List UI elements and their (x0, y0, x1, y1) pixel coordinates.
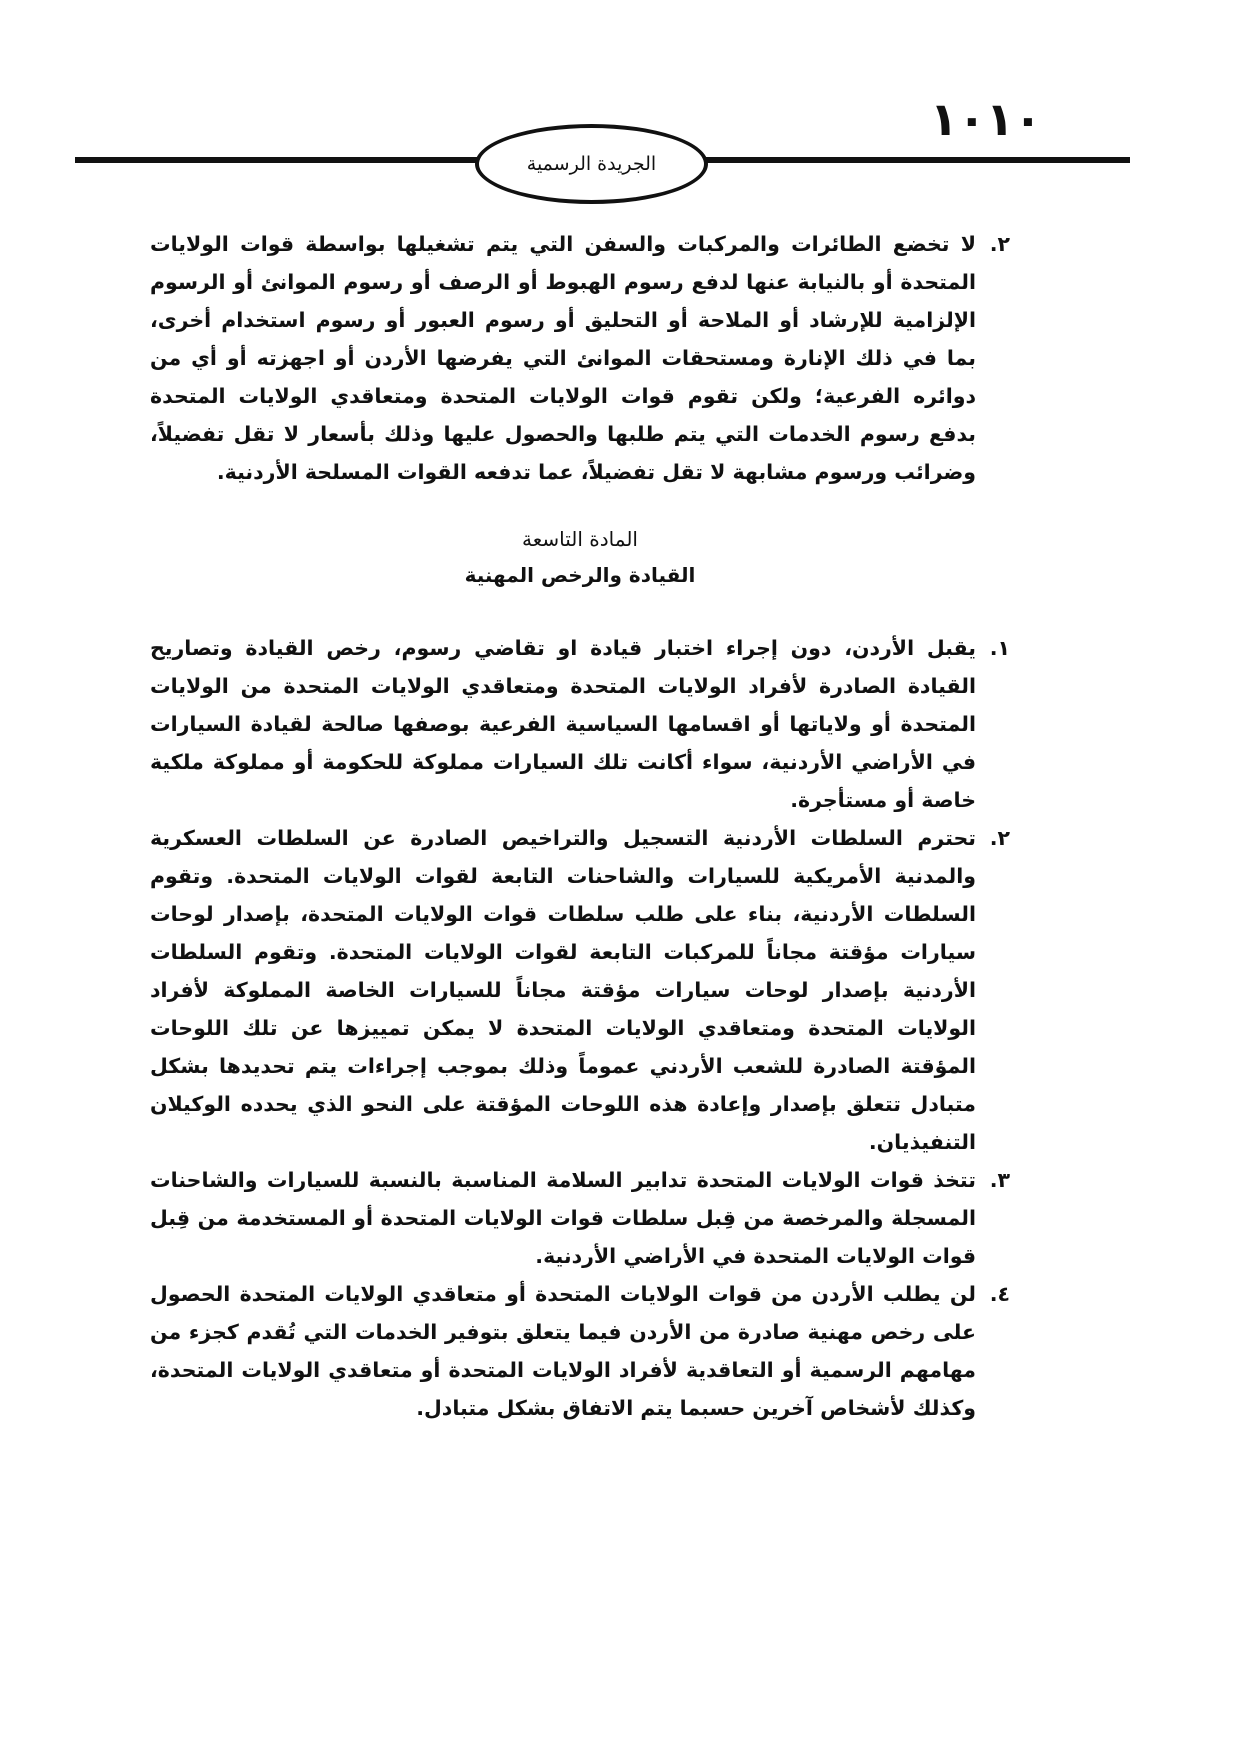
list-item (150, 1161, 1010, 1275)
list-item (150, 819, 1010, 1161)
item-text: لن يطلب الأردن من قوات الولايات المتحدة أو متعاقدي الولايات المتحدة الحصول على رخص مهنية صادرة من الأردن فيما يتعلق بتوفير الخدمات التي تُقدم كجزء من مهامهم الرسمية أو التعاقدية لأفراد الولايات المتحدة أو متعاقدي الولايات المتحدة، وكذلك لأشخاص آخرين حسبما يتم الاتفاق بشكل متبادل. (150, 1282, 976, 1420)
item-text: تتخذ قوات الولايات المتحدة تدابير السلامة المناسبة بالنسبة للسيارات والشاحنات المسجلة والمرخصة من قِبل سلطات قوات الولايات المتحدة أو المستخدمة من قِبل قوات الولايات المتحدة في الأراضي الأردنية. (150, 1168, 976, 1268)
item-number: ٢. (989, 232, 1010, 256)
article-subtitle: القيادة والرخص المهنية (464, 563, 696, 587)
list-item (150, 225, 1010, 491)
page-number: ١٠١٠ (929, 92, 1042, 146)
item-text: تحترم السلطات الأردنية التسجيل والتراخيص الصادرة عن السلطات العسكرية والمدنية الأمريكية للسيارات والشاحنات التابعة لقوات الولايات المتحدة. وتقوم السلطات الأردنية، بناء على طلب سلطات قوات الولايات المتحدة، بإصدار لوحات سيارات مؤقتة مجاناً للمركبات التابعة لقوات الولايات المتحدة. وتقوم السلطات الأردنية بإصدار لوحات سيارات مؤقتة مجاناً للسيارات الخاصة المملوكة لأفراد الولايات المتحدة ومتعاقدي الولايات المتحدة لا يمكن تمييزها عن تلك اللوحات المؤقتة الصادرة للشعب الأردني عموماً وذلك بموجب إجراءات يتم تحديدها بشكل متبادل تتعلق بإصدار وإعادة هذه اللوحات المؤقتة على النحو الذي يحدده الوكيلان التنفيذيان. (150, 826, 976, 1154)
gazette-title-badge (475, 124, 708, 204)
item-number: ١. (989, 636, 1010, 660)
list-item (150, 629, 1010, 819)
item-number: ٢. (989, 826, 1010, 850)
item-text: لا تخضع الطائرات والمركبات والسفن التي يتم تشغيلها بواسطة قوات الولايات المتحدة أو بالنيابة عنها لدفع رسوم الهبوط أو الرصف أو رسوم الموانئ أو الرسوم الإلزامية للإرشاد أو الملاحة أو التحليق أو رسوم العبور أو رسوم استخدام أخرى، بما في ذلك الإنارة ومستحقات الموانئ التي يفرضها الأردن أو اجهزته أو أي من دوائره الفرعية؛ ولكن تقوم قوات الولايات المتحدة ومتعاقدي الولايات المتحدة بدفع رسوم الخدمات التي يتم طلبها والحصول عليها وذلك بأسعار لا تقل تفضيلاً، وضرائب ورسوم مشابهة لا تقل تفضيلاً، عما تدفعه القوات المسلحة الأردنية. (150, 232, 976, 484)
item-text: يقبل الأردن، دون إجراء اختبار قيادة او تقاضي رسوم، رخص القيادة وتصاريح القيادة الصادرة لأفراد الولايات المتحدة ومتعاقدي الولايات المتحدة من الولايات المتحدة أو ولاياتها أو اقسامها السياسية الفرعية بوصفها صالحة لقيادة السيارات في الأراضي الأردنية، سواء أكانت تلك السيارات مملوكة للحكومة أو مملوكة ملكية خاصة أو مستأجرة. (150, 636, 976, 812)
item-number: ٤. (989, 1282, 1010, 1306)
document-body (150, 225, 1010, 1427)
article-heading (150, 521, 1010, 593)
list-item (150, 1275, 1010, 1427)
item-number: ٣. (989, 1168, 1010, 1192)
section-a-list (150, 225, 1010, 491)
gazette-title: الجريدة الرسمية (526, 153, 657, 175)
article-9-list (150, 629, 1010, 1427)
article-title: المادة التاسعة (522, 527, 638, 551)
